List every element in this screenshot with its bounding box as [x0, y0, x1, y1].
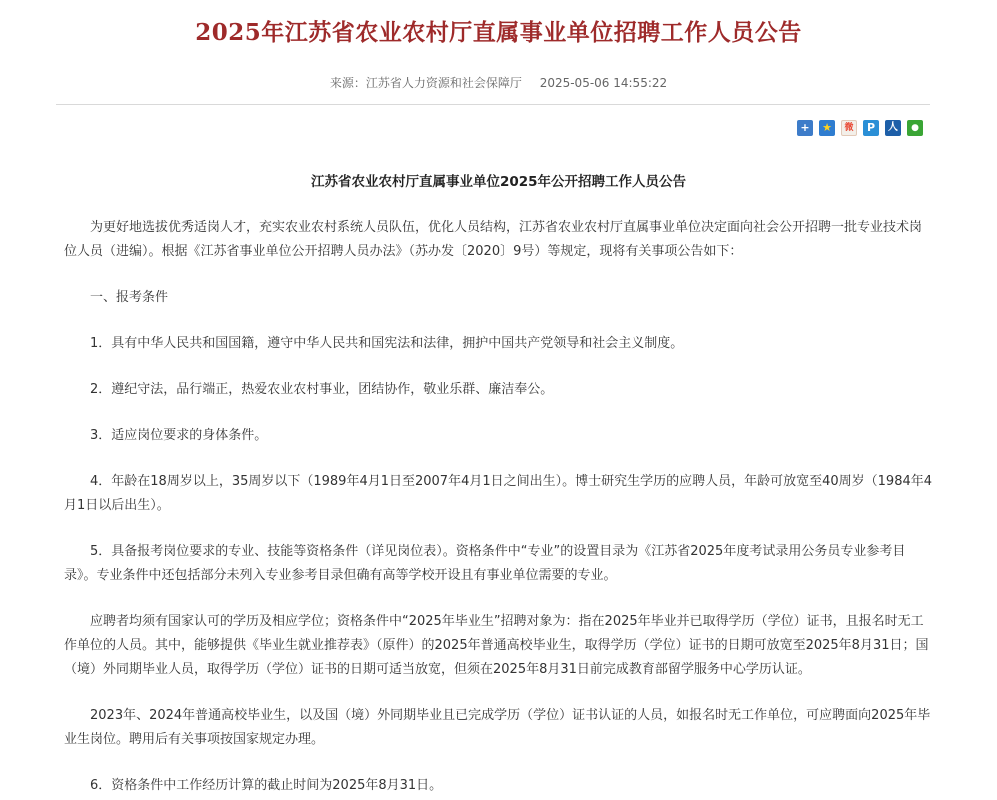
eligibility-item-6: 6．资格条件中工作经历计算的截止时间为2025年8月31日。 — [90, 778, 443, 793]
article-meta — [0, 74, 997, 92]
share-wechat-button[interactable] — [907, 120, 923, 136]
qzone-star-icon: ★ — [822, 121, 832, 134]
intro-paragraph: 为更好地选拔优秀适岗人才，充实农业农村系统人员队伍，优化人员结构，江苏省农业农村厅直属事业单位决定面向社会公开招聘一批专业技术岗位人员（进编）。根据《江苏省事业单位公开招聘人员办法》（苏办发〔2020〕9号）等规定，现将有关事项公告如下： — [64, 220, 923, 259]
share-renren-button[interactable] — [885, 120, 901, 136]
eligibility-item-1: 1．具有中华人民共和国国籍，遵守中华人民共和国宪法和法律，拥护中国共产党领导和社会主义制度。 — [90, 336, 684, 351]
tencent-weibo-icon: P — [866, 121, 876, 134]
article-heading: 江苏省农业农村厅直属事业单位2025年公开招聘工作人员公告 — [310, 174, 687, 190]
eligibility-item-3: 3．适应岗位要求的身体条件。 — [90, 428, 268, 443]
renren-icon: 人 — [888, 122, 898, 133]
share-more-button[interactable] — [797, 120, 813, 136]
share-weibo-button[interactable] — [841, 120, 857, 136]
eligibility-item-5: 5．具备报考岗位要求的专业、技能等资格条件（详见岗位表）。资格条件中“专业”的设置目录为《江苏省2025年度考试录用公务员专业参考目录》。专业条件中还包括部分未列入专业参考目录但确有高等学校开设且有事业单位需要的专业。 — [64, 544, 906, 583]
page-title: 2025年江苏省农业农村厅直属事业单位招聘工作人员公告 — [195, 19, 802, 46]
prior-graduates-paragraph: 2023年、2024年普通高校毕业生，以及国（境）外同期毕业且已完成学历（学位）证书认证的人员，如报名时无工作单位，可应聘面向2025年毕业生岗位。聘用后有关事项按国家规定办理。 — [64, 708, 931, 747]
publish-timestamp: 2025-05-06 14:55:22 — [539, 76, 668, 90]
eligibility-item-4: 4．年龄在18周岁以上，35周岁以下（1989年4月1日至2007年4月1日之间出生）。博士研究生学历的应聘人员，年龄可放宽至40周岁（1984年4月1日以后出生）。 — [64, 474, 933, 513]
article-body — [64, 216, 932, 798]
eligibility-item-2: 2．遵纪守法，品行端正，热爱农业农村事业，团结协作，敬业乐群、廉洁奉公。 — [90, 382, 554, 397]
plus-icon: + — [800, 121, 810, 134]
weibo-icon: 微 — [844, 123, 854, 133]
share-qzone-button[interactable] — [819, 120, 835, 136]
share-tencent-weibo-button[interactable] — [863, 120, 879, 136]
share-bar — [797, 120, 923, 136]
degree-requirement-paragraph: 应聘者均须有国家认可的学历及相应学位；资格条件中“2025年毕业生”招聘对象为：指在2025年毕业并已取得学历（学位）证书，且报名时无工作单位的人员。其中，能够提供《毕业生就业推荐表》（原件）的2025年普通高校毕业生，取得学历（学位）证书的日期可放宽至2025年8月31日；国（境）外同期毕业人员，取得学历（学位）证书的日期可适当放宽，但须在2025年8月31日前完成教育部留学服务中心学历认证。 — [64, 614, 929, 677]
wechat-icon: ● — [911, 123, 919, 133]
source-label: 来源：江苏省人力资源和社会保障厅 — [329, 76, 522, 90]
section-heading-eligibility: 一、报考条件 — [90, 290, 169, 305]
header-divider — [56, 104, 930, 105]
